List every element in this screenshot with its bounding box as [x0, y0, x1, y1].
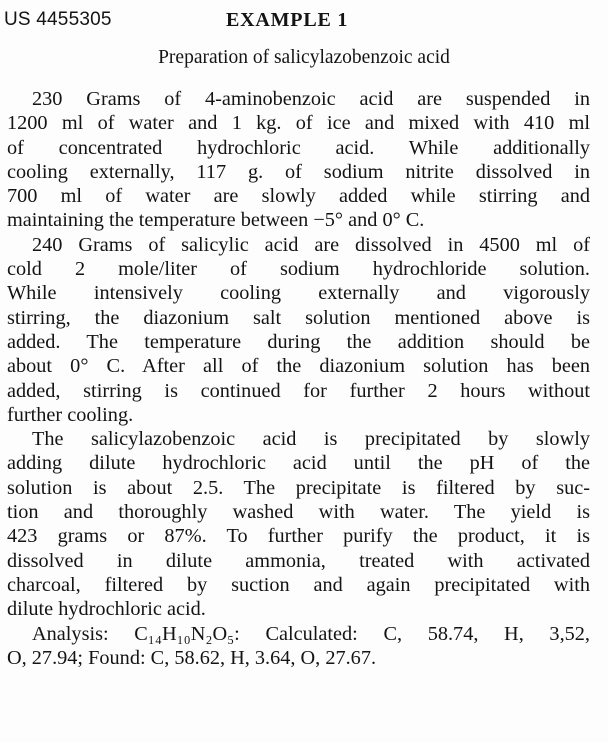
- text-line: 1200 ml of water and 1 kg. of ice and mixed with 410 ml: [7, 112, 590, 135]
- text-line: stirring, the diazonium salt solution mentioned above is: [7, 306, 590, 329]
- text-line: 230 Grams of 4-aminobenzoic acid are suspended in: [32, 88, 590, 110]
- paragraph: [7, 427, 590, 621]
- text-line: adding dilute hydrochloric acid until the pH of the: [7, 452, 590, 475]
- patent-number: US 4455305: [4, 9, 112, 30]
- text-line: cooling externally, 117 g. of sodium nitrite dissolved in: [7, 160, 590, 183]
- text-line: further cooling.: [7, 403, 134, 426]
- text-line: added, stirring is continued for further 2 hours without: [7, 379, 590, 402]
- example-heading: EXAMPLE 1: [226, 9, 349, 31]
- paragraph: [7, 622, 590, 671]
- text-line: 423 grams or 87%. To further purify the product, it is: [7, 525, 590, 548]
- text-line: 240 Grams of salicylic acid are dissolved in 4500 ml of: [32, 233, 590, 256]
- page-header: [4, 8, 604, 34]
- text-line: cold 2 mole/liter of sodium hydrochloride solution.: [7, 258, 590, 281]
- text-line: solution is about 2.5. The precipitate is filtered by suc-: [7, 476, 590, 499]
- text-line: about 0° C. After all of the diazonium solution has been: [7, 355, 590, 378]
- text-line: charcoal, filtered by suction and again precipitated with: [7, 573, 590, 596]
- text-line: maintaining the temperature between −5° and 0° C.: [7, 209, 425, 232]
- paragraph: [7, 233, 590, 427]
- text-line: O, 27.94; Found: C, 58.62, H, 3.64, O, 27.67.: [7, 646, 377, 669]
- text-line: of concentrated hydrochloric acid. While additionally: [7, 136, 590, 159]
- paragraph: [7, 87, 590, 233]
- body-text: [7, 87, 590, 670]
- text-line: tion and thoroughly washed with water. The yield is: [7, 501, 590, 524]
- text-line: added. The temperature during the addition should be: [7, 330, 590, 353]
- text-line: Analysis: C₁₄H₁₀N₂O₅: Calculated: C, 58.74, H, 3,52,: [32, 622, 590, 645]
- text-line: While intensively cooling externally and vigorously: [7, 282, 590, 305]
- text-line: dissolved in dilute ammonia, treated with activated: [7, 549, 590, 572]
- text-line: dilute hydrochloric acid.: [7, 598, 206, 621]
- text-line: 700 ml of water are slowly added while stirring and: [7, 185, 590, 208]
- section-title: Preparation of salicylazobenzoic acid: [158, 47, 450, 68]
- text-line: The salicylazobenzoic acid is precipitated by slowly: [32, 428, 590, 451]
